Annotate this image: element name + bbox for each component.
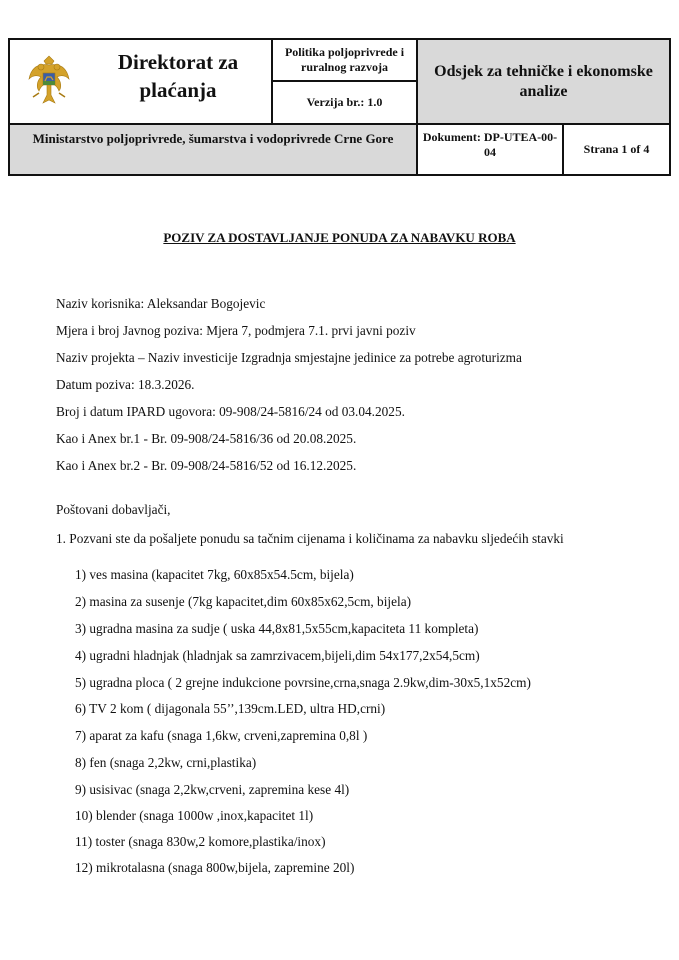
info-line-date: Datum poziva: 18.3.2026. <box>56 377 195 392</box>
list-item: 12) mikrotalasna (snaga 800w,bijela, zapremine 20l) <box>75 860 355 875</box>
info-line-beneficiary: Naziv korisnika: Aleksandar Bogojevic <box>56 296 266 311</box>
info-line-project: Naziv projekta – Naziv investicije Izgradnja smjestajne jedinice za potrebe agroturizma <box>56 350 522 365</box>
montenegro-coat-of-arms-icon <box>27 53 71 111</box>
info-line-contract: Broj i datum IPARD ugovora: 09-908/24-5816/24 od 03.04.2025. <box>56 404 405 419</box>
list-item: 1) ves masina (kapacitet 7kg, 60x85x54.5cm, bijela) <box>75 567 354 582</box>
version-cell: Verzija br.: 1.0 <box>273 82 418 125</box>
header-institution-cell <box>10 40 273 125</box>
list-item: 6) TV 2 kom ( dijagonala 55’’,139cm.LED, ultra HD,crni) <box>75 701 386 716</box>
document-id-cell: Dokument: DP-UTEA-00-04 <box>418 125 564 174</box>
info-line-annex-1: Kao i Anex br.1 - Br. 09-908/24-5816/36 od 20.08.2025. <box>56 431 357 446</box>
policy-cell: Politika poljoprivrede i ruralnog razvoja <box>273 40 418 82</box>
list-item: 5) ugradna ploca ( 2 grejne indukcione povrsine,crna,snaga 2.9kw,dim-30x5,1x52cm) <box>75 675 531 690</box>
info-line-measure: Mjera i broj Javnog poziva: Mjera 7, podmjera 7.1. prvi javni poziv <box>56 323 416 338</box>
list-item: 9) usisivac (snaga 2,2kw,crveni, zapremina kese 4l) <box>75 782 350 797</box>
page-number-cell: Strana 1 of 4 <box>583 142 650 156</box>
list-item: 4) ugradni hladnjak (hladnjak sa zamrzivacem,bijeli,dim 54x177,2x54,5cm) <box>75 648 480 663</box>
point-1: 1. Pozvani ste da pošaljete ponudu sa tačnim cijenama i količinama za nabavku sljedećih stavki <box>56 531 564 546</box>
list-item: 2) masina za susenje (7kg kapacitet,dim 60x85x62,5cm, bijela) <box>75 594 412 609</box>
institution-name: Direktorat za plaćanja <box>117 50 239 102</box>
document-title: POZIV ZA DOSTAVLJANJE PONUDA ZA NABAVKU ROBA <box>163 230 516 245</box>
greeting: Poštovani dobavljači, <box>56 502 171 517</box>
document-header-table <box>8 38 671 176</box>
department-cell: Odsjek za tehničke i ekonomske analize <box>418 40 669 125</box>
list-item: 3) ugradna masina za sudje ( uska 44,8x81,5x55cm,kapaciteta 11 kompleta) <box>75 621 479 636</box>
list-item: 11) toster (snaga 830w,2 komore,plastika/inox) <box>75 834 326 849</box>
ministry-cell: Ministarstvo poljoprivrede, šumarstva i vodoprivrede Crne Gore <box>10 125 418 174</box>
list-item: 10) blender (snaga 1000w ,inox,kapacitet 1l) <box>75 808 314 823</box>
list-item: 7) aparat za kafu (snaga 1,6kw, crveni,zapremina 0,8l ) <box>75 728 368 743</box>
list-item: 8) fen (snaga 2,2kw, crni,plastika) <box>75 755 257 770</box>
info-line-annex-2: Kao i Anex br.2 - Br. 09-908/24-5816/52 od 16.12.2025. <box>56 458 357 473</box>
